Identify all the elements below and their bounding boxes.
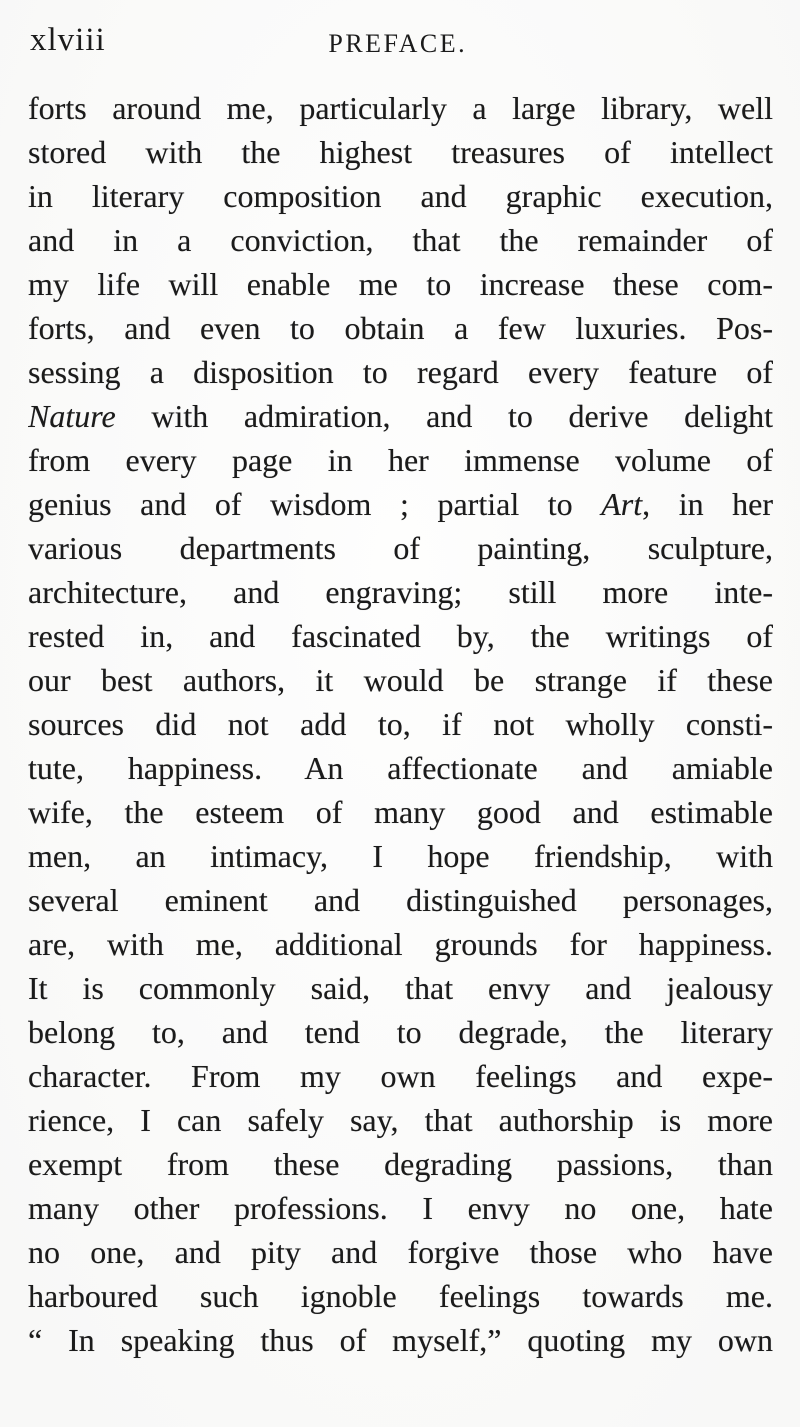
text-line: rience, I can safely say, that authorship is more bbox=[28, 1102, 773, 1138]
text-line: “ In speaking thus of myself,” quoting my own bbox=[28, 1322, 773, 1358]
page-header bbox=[28, 22, 773, 64]
text-line: rested in, and fascinated by, the writings of bbox=[28, 618, 773, 654]
text-line: men, an intimacy, I hope friendship, with bbox=[28, 838, 773, 874]
text-line: Nature with admiration, and to derive delight bbox=[28, 398, 773, 434]
text-line: several eminent and distinguished personages, bbox=[28, 882, 773, 918]
text-line: stored with the highest treasures of intellect bbox=[28, 134, 773, 170]
text-line: my life will enable me to increase these com- bbox=[28, 266, 773, 302]
folio-number: xlviii bbox=[30, 22, 106, 58]
text-line: architecture, and engraving; still more inte- bbox=[28, 574, 773, 610]
text-line: are, with me, additional grounds for happiness. bbox=[28, 926, 773, 962]
text-line: sessing a disposition to regard every feature of bbox=[28, 354, 773, 390]
text-line: forts around me, particularly a large library, well bbox=[28, 90, 773, 126]
text-line: no one, and pity and forgive those who have bbox=[28, 1234, 773, 1270]
text-line: various departments of painting, sculpture, bbox=[28, 530, 773, 566]
running-title: PREFACE. bbox=[328, 29, 468, 58]
text-line: and in a conviction, that the remainder of bbox=[28, 222, 773, 258]
text-line: our best authors, it would be strange if these bbox=[28, 662, 773, 698]
text-line: forts, and even to obtain a few luxuries. Pos- bbox=[28, 310, 773, 346]
page-body bbox=[28, 86, 773, 1362]
text-line: harboured such ignoble feelings towards me. bbox=[28, 1278, 773, 1314]
text-line: from every page in her immense volume of bbox=[28, 442, 773, 478]
text-line: sources did not add to, if not wholly consti- bbox=[28, 706, 773, 742]
text-line: exempt from these degrading passions, than bbox=[28, 1146, 773, 1182]
text-line: belong to, and tend to degrade, the literary bbox=[28, 1014, 773, 1050]
text-line: wife, the esteem of many good and estimable bbox=[28, 794, 773, 830]
text-line: in literary composition and graphic execution, bbox=[28, 178, 773, 214]
text-line: tute, happiness. An affectionate and amiable bbox=[28, 750, 773, 786]
text-line: many other professions. I envy no one, hate bbox=[28, 1190, 773, 1226]
text-line: It is commonly said, that envy and jealousy bbox=[28, 970, 773, 1006]
text-line: character. From my own feelings and expe- bbox=[28, 1058, 773, 1094]
text-line: genius and of wisdom ; partial to Art, in her bbox=[28, 486, 773, 522]
